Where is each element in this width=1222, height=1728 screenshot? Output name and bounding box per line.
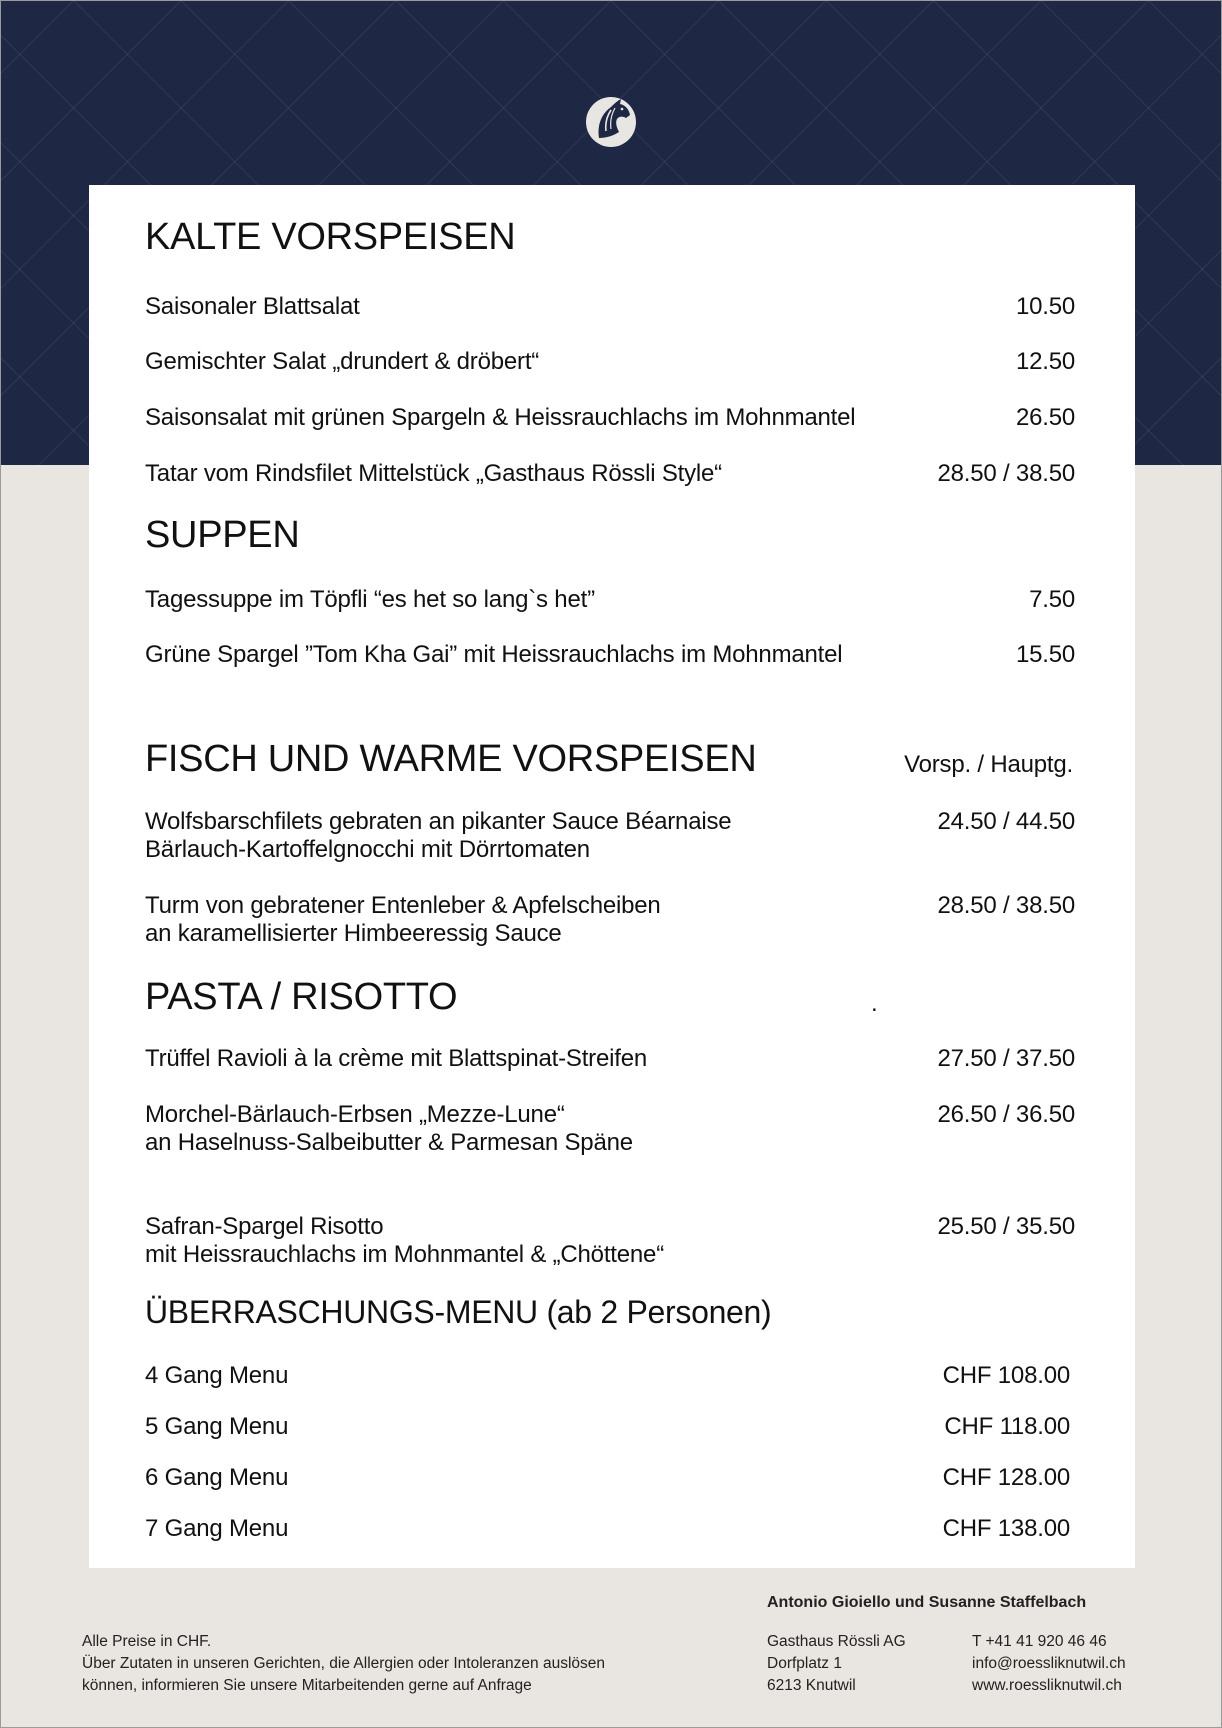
menu-item-price: CHF 108.00 <box>942 1362 1070 1389</box>
menu-item-line1: Wolfsbarschfilets gebraten an pikanter Sauce Béarnaise <box>145 808 732 835</box>
menu-item: Saisonsalat mit grünen Spargeln & Heissrauchlachs im Mohnmantel <box>145 404 856 431</box>
section-title-ueberraschungs-menu: ÜBERRASCHUNGS-MENU (ab 2 Personen) <box>145 1294 772 1330</box>
menu-item-price: 12.50 <box>1015 348 1075 375</box>
menu-item-price: 27.50 / 37.50 <box>937 1045 1075 1072</box>
menu-item-line2: Bärlauch-Kartoffelgnocchi mit Dörrtomaten <box>145 836 590 863</box>
menu-item: 6 Gang Menu <box>145 1464 289 1491</box>
menu-item: Saisonaler Blattsalat <box>145 293 360 320</box>
footer-address-line: 6213 Knutwil <box>767 1677 856 1694</box>
menu-item-price: CHF 118.00 <box>944 1413 1070 1440</box>
footer-owners: Antonio Gioiello und Susanne Staffelbach <box>767 1594 1087 1611</box>
stray-dot: . <box>871 990 878 1017</box>
menu-item-price: 28.50 / 38.50 <box>937 460 1075 487</box>
menu-item-price: 15.50 <box>1015 641 1075 668</box>
menu-item: Gemischter Salat „drundert & dröbert“ <box>145 348 540 375</box>
footer-address-line: Gasthaus Rössli AG <box>767 1633 906 1650</box>
footer-contact <box>972 1631 1126 1697</box>
menu-item: 7 Gang Menu <box>145 1515 289 1542</box>
menu-item: Tagessuppe im Töpfli “es het so lang`s het” <box>145 586 595 613</box>
menu-item-line2: mit Heissrauchlachs im Mohnmantel & „Chöttene“ <box>145 1241 664 1268</box>
menu-item-price: 26.50 / 36.50 <box>937 1101 1075 1128</box>
menu-item-price: 7.50 <box>1029 586 1075 613</box>
menu-item-price: CHF 138.00 <box>942 1515 1070 1542</box>
menu-item-line2: an Haselnuss-Salbeibutter & Parmesan Späne <box>145 1129 633 1156</box>
section-title-pasta: PASTA / RISOTTO <box>145 976 458 1018</box>
menu-item: 5 Gang Menu <box>145 1413 289 1440</box>
footer-note-line: können, informieren Sie unsere Mitarbeitenden gerne auf Anfrage <box>82 1677 532 1694</box>
section-title-kalte-vorspeisen: KALTE VORSPEISEN <box>145 216 516 258</box>
footer-notes <box>82 1631 605 1697</box>
menu-item-line1: Morchel-Bärlauch-Erbsen „Mezze-Lune“ <box>145 1101 565 1128</box>
menu-item-price: 28.50 / 38.50 <box>937 892 1075 919</box>
footer-address-line: Dorfplatz 1 <box>767 1655 842 1672</box>
footer-address <box>767 1631 906 1697</box>
menu-item-line1: Turm von gebratener Entenleber & Apfelscheiben <box>145 892 661 919</box>
menu-item-line1: Safran-Spargel Risotto <box>145 1213 384 1240</box>
footer-note-line: Über Zutaten in unseren Gerichten, die Allergien oder Intoleranzen auslösen <box>82 1655 606 1672</box>
menu-item-price: 25.50 / 35.50 <box>937 1213 1075 1240</box>
section-title-suppen: SUPPEN <box>145 514 300 556</box>
menu-item-price: 26.50 <box>1015 404 1075 431</box>
price-column-header: Vorsp. / Hauptg. <box>904 751 1073 778</box>
horse-head-logo-icon <box>581 90 641 150</box>
menu-item-price: 10.50 <box>1015 293 1075 320</box>
menu-item-price: CHF 128.00 <box>942 1464 1070 1491</box>
footer-website-link[interactable]: www.roessliknutwil.ch <box>972 1677 1122 1694</box>
footer-phone: T +41 41 920 46 46 <box>972 1633 1107 1650</box>
menu-item-line2: an karamellisierter Himbeeressig Sauce <box>145 920 562 947</box>
section-title-fisch: FISCH UND WARME VORSPEISEN <box>145 738 757 780</box>
menu-item-line1: Trüffel Ravioli à la crème mit Blattspinat-Streifen <box>145 1045 647 1072</box>
menu-item-price: 24.50 / 44.50 <box>937 808 1075 835</box>
footer-email-link[interactable]: info@roessliknutwil.ch <box>972 1655 1126 1672</box>
footer-note-line: Alle Preise in CHF. <box>82 1633 212 1650</box>
menu-item: Tatar vom Rindsfilet Mittelstück „Gasthaus Rössli Style“ <box>145 460 722 487</box>
menu-card <box>89 185 1135 1568</box>
menu-item: 4 Gang Menu <box>145 1362 289 1389</box>
menu-item: Grüne Spargel ”Tom Kha Gai” mit Heissrauchlachs im Mohnmantel <box>145 641 843 668</box>
